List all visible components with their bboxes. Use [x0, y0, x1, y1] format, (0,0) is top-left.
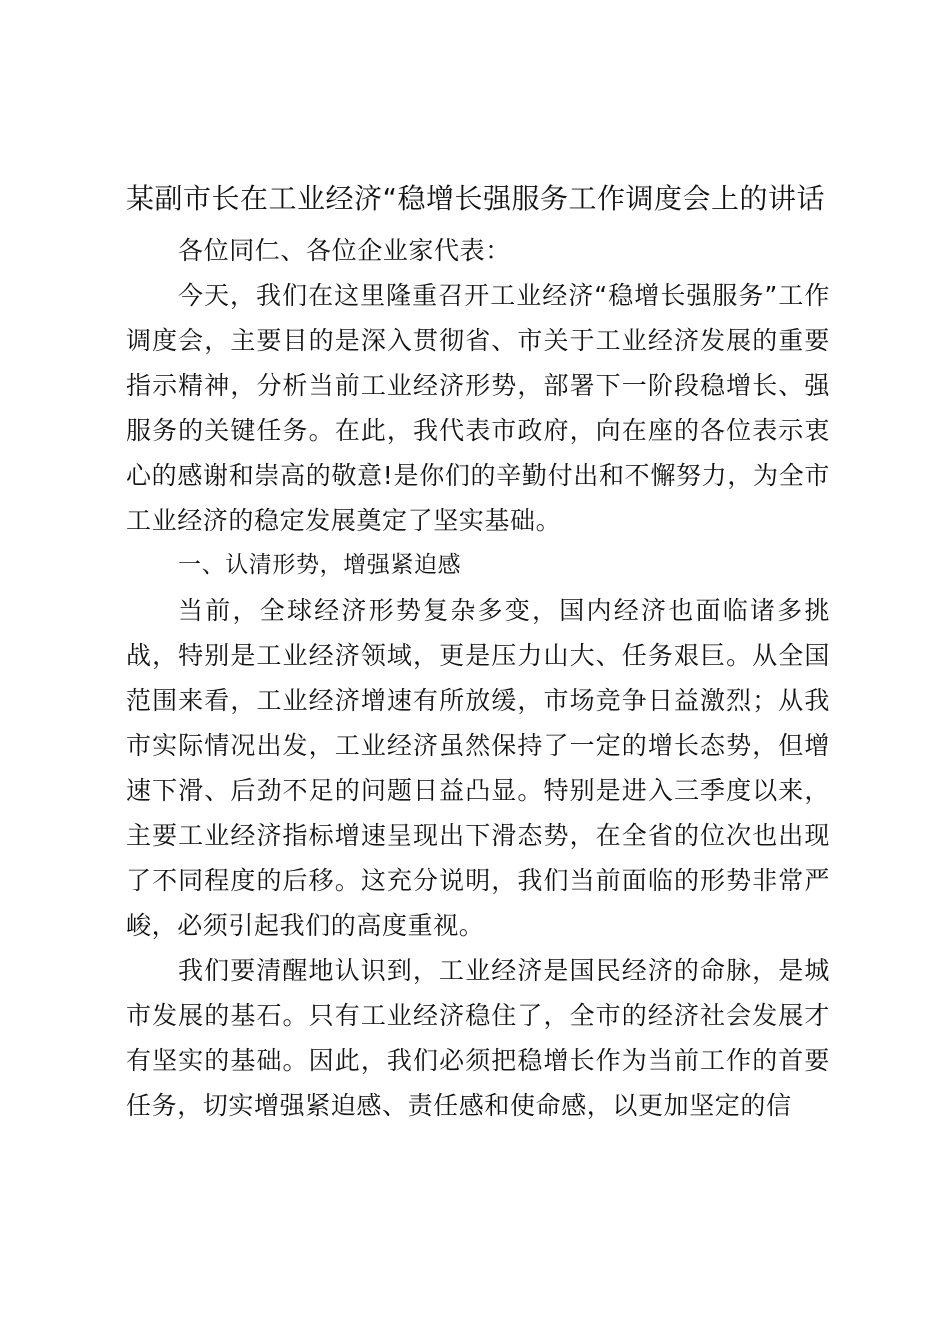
section-heading: 一、认清形势，增强紧迫感: [178, 552, 462, 578]
document-body: [126, 228, 830, 1128]
paragraph-situation: 当前，全球经济形势复杂多变，国内经济也面临诸多挑战，特别是工业经济领域，更是压力山大、任务艰巨。从全国范围来看，工业经济增速有所放缓，市场竞争日益激烈；从我市实际情况出发，工业经济虽然保持了一定的增长态势，但增速下滑、后劲不足的问题日益凸显。特别是进入三季度以来，主要工业经济指标增速呈现出下滑态势，在全省的位次也出现了不同程度的后移。这充分说明，我们当前面临的形势非常严峻，必须引起我们的高度重视。: [126, 596, 830, 940]
paragraph-opening: 今天，我们在这里隆重召开工业经济“稳增长强服务”工作调度会，主要目的是深入贯彻省、市关于工业经济发展的重要指示精神，分析当前工业经济形势，部署下一阶段稳增长、强服务的关键任务。在此，我代表市政府，向在座的各位表示衷心的感谢和崇高的敬意!是你们的辛勤付出和不懈努力，为全市工业经济的稳定发展奠定了坚实基础。: [126, 281, 830, 535]
document-title: 某副市长在工业经济“稳增长强服务工作调度会上的讲话: [126, 182, 826, 215]
salutation: 各位同仁、各位企业家代表：: [178, 236, 511, 265]
paragraph-awareness: 我们要清醒地认识到，工业经济是国民经济的命脉，是城市发展的基石。只有工业经济稳住了，全市的经济社会发展才有坚实的基础。因此，我们必须把稳增长作为当前工作的首要任务，切实增强紧迫感、责任感和使命感，以更加坚定的信: [126, 956, 830, 1120]
